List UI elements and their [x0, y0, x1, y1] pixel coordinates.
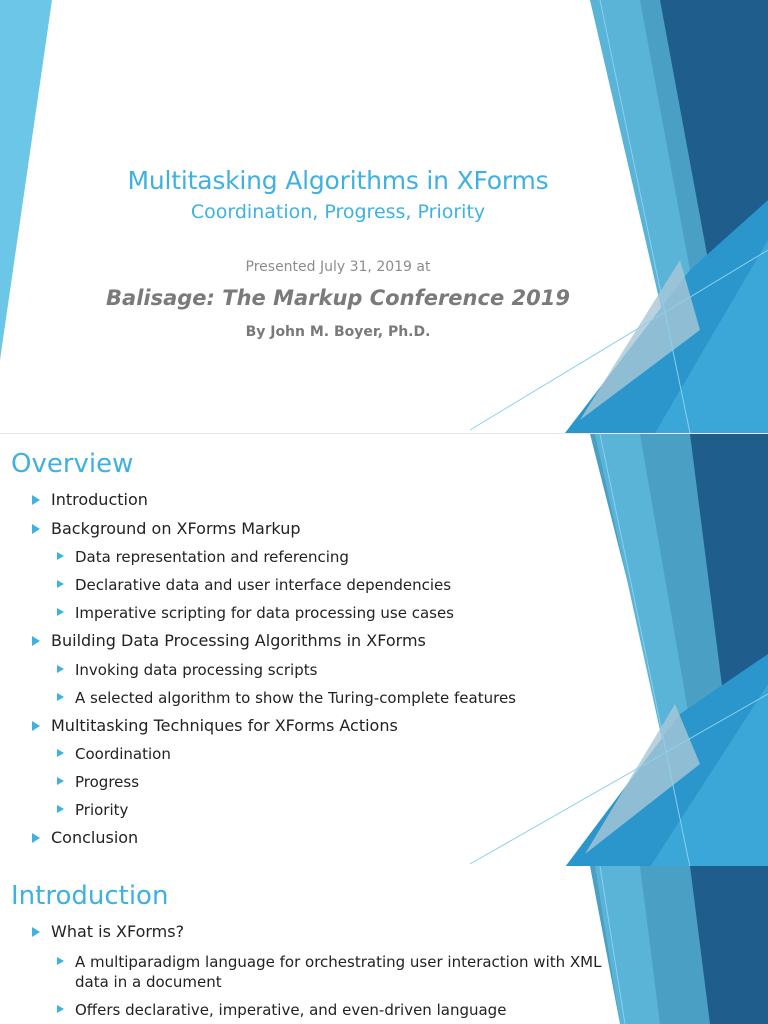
bullet-item	[32, 828, 612, 857]
bullet-arrow-icon	[32, 636, 40, 646]
bullet-text: Progress	[75, 773, 140, 791]
bullet-text: Data representation and referencing	[75, 548, 349, 566]
bullet-item	[32, 519, 612, 548]
bullet-arrow-icon	[57, 805, 64, 813]
bullet-item	[32, 952, 612, 992]
introduction-slide	[0, 866, 768, 1024]
bullet-item	[32, 922, 612, 952]
overview-slide	[0, 433, 768, 867]
author-line: By John M. Boyer, Ph.D.	[245, 324, 431, 340]
bullet-item	[32, 575, 612, 603]
bullet-item	[32, 744, 612, 772]
bullet-text: Background on XForms Markup	[51, 518, 301, 538]
bullet-text: Offers declarative, imperative, and even-driven language	[75, 1001, 507, 1019]
bullet-text: A selected algorithm to show the Turing-complete features	[75, 688, 516, 707]
conference-name: Balisage: The Markup Conference 2019	[106, 286, 570, 310]
bullet-item	[32, 547, 612, 575]
bullet-text: Declarative data and user interface dependencies	[75, 576, 452, 594]
bullet-text: Introduction	[51, 490, 148, 509]
bullet-text: What is XForms?	[51, 922, 185, 941]
bullet-item	[32, 603, 612, 631]
bullet-text: Imperative scripting for data processing use cases	[75, 604, 454, 622]
bullet-item	[32, 716, 612, 745]
bullet-text: Conclusion	[51, 828, 139, 847]
bullet-arrow-icon	[57, 777, 64, 785]
bullet-item	[32, 631, 612, 660]
bullet-item	[32, 1000, 612, 1020]
bullet-text: Invoking data processing scripts	[75, 660, 318, 679]
bullet-arrow-icon	[57, 693, 64, 701]
bullet-text: Multitasking Techniques for XForms Actions	[51, 715, 398, 735]
bullet-arrow-icon	[57, 580, 64, 588]
bullet-item	[32, 800, 612, 828]
bullet-item	[32, 660, 612, 688]
introduction-heading: Introduction	[11, 881, 169, 911]
bullet-arrow-icon	[57, 665, 64, 673]
bullet-arrow-icon	[32, 524, 40, 534]
bullet-arrow-icon	[32, 721, 40, 731]
bullet-item	[32, 772, 612, 800]
bullet-arrow-icon	[57, 749, 64, 757]
presentation-title: Multitasking Algorithms in XForms	[127, 166, 549, 195]
introduction-bullet-list	[32, 922, 612, 1024]
overview-bullet-list	[32, 490, 612, 857]
bullet-arrow-icon	[57, 552, 64, 560]
bullet-text: Priority	[75, 801, 129, 819]
bullet-arrow-icon	[57, 608, 64, 616]
bullet-arrow-icon	[32, 927, 40, 937]
bullet-item	[32, 688, 612, 716]
title-slide	[0, 0, 768, 433]
bullet-text: Coordination	[75, 745, 171, 763]
bullet-arrow-icon	[32, 833, 40, 843]
presentation-subtitle: Coordination, Progress, Priority	[190, 201, 486, 223]
bullet-item	[32, 490, 612, 519]
bullet-arrow-icon	[57, 1005, 64, 1013]
bullet-arrow-icon	[32, 495, 40, 505]
bullet-text: A multiparadigm language for orchestrating user interaction with XML data in a document	[75, 953, 602, 991]
bullet-text: Building Data Processing Algorithms in XForms	[51, 631, 426, 650]
bullet-arrow-icon	[57, 957, 64, 965]
presented-line: Presented July 31, 2019 at	[245, 259, 431, 275]
overview-heading: Overview	[11, 449, 134, 479]
